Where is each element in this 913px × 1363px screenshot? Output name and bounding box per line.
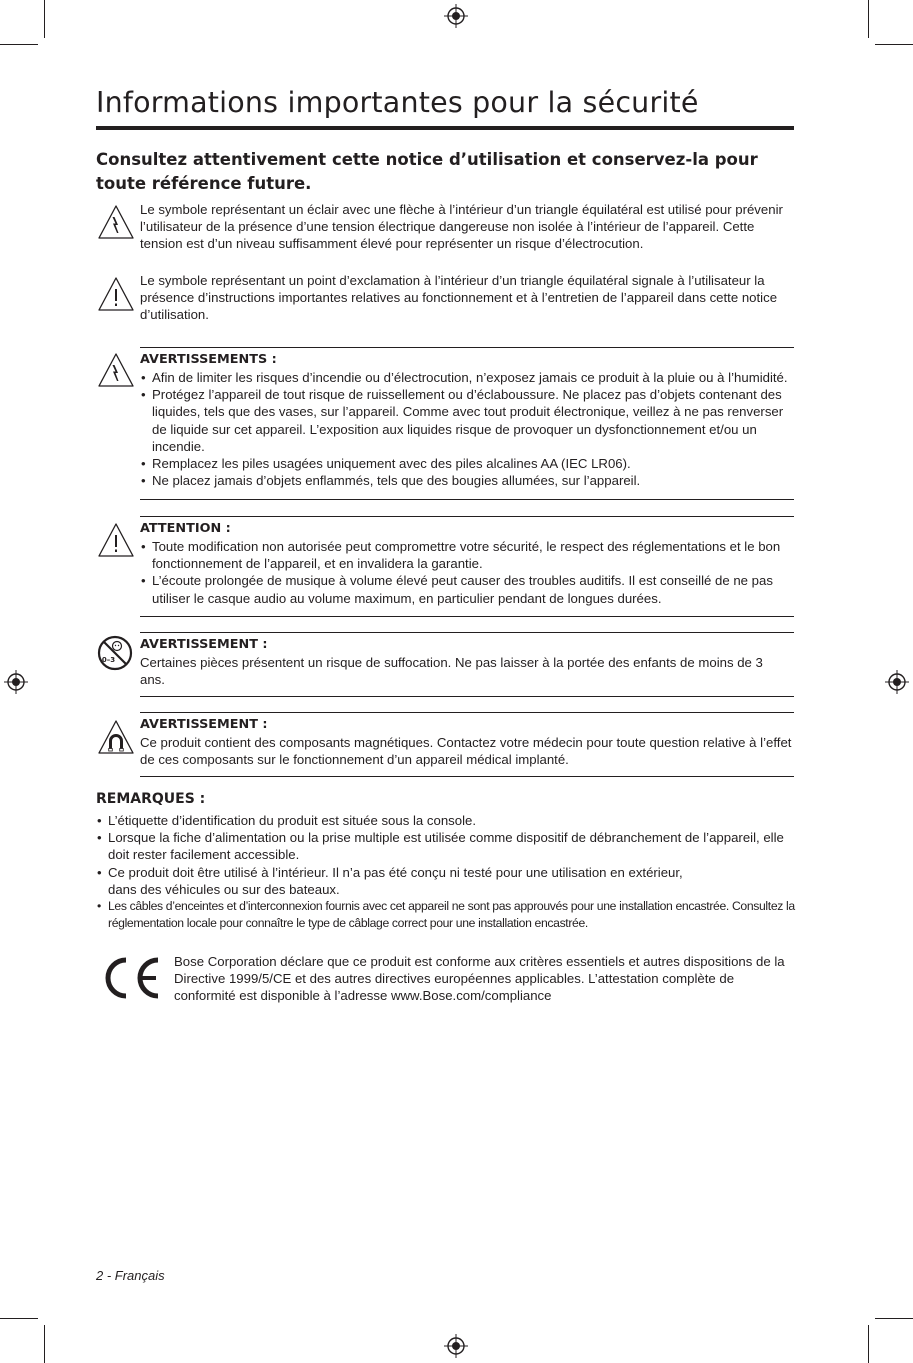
attention-section xyxy=(140,520,800,607)
magnetic-heading: AVERTISSEMENT : xyxy=(140,717,268,732)
attention-list xyxy=(140,538,800,607)
list-item: • Afin de limiter les risques d’incendie ou d’électrocution, n’exposez jamais ce produit à la pluie ou à l’humidité. xyxy=(140,369,800,386)
list-item: • Toute modification non autorisée peut compromettre votre sécurité, le respect des réglementations et le bon fonctionnement de l’appareil, et en invalidera la garantie. xyxy=(140,538,800,572)
warnings-list xyxy=(140,369,800,489)
registration-mark-icon xyxy=(444,4,468,28)
exclamation-symbol-description: Le symbole représentant un point d’exclamation à l’intérieur d’un triangle équilatéral signale à l’utilisateur la présence d’instructions importantes relatives au fonctionnement et à l’entretien de l’appareil dans cette notice d’utilisation. xyxy=(140,273,778,323)
crop-mark xyxy=(44,0,45,38)
registration-mark-icon xyxy=(444,1334,468,1358)
choking-hazard-icon xyxy=(96,634,134,672)
page-footer: 2 - Français xyxy=(96,1268,165,1283)
choking-heading: AVERTISSEMENT : xyxy=(140,637,268,652)
crop-mark xyxy=(44,1325,45,1363)
list-item: • Protégez l’appareil de tout risque de ruissellement ou d’éclaboussure. Ne placez pas d’objets contenant des liquides, tels que des vases, sur l’appareil. Comme avec tout produit électronique, veillez à ne pas renverser de liquide sur cet appareil. L’exposition aux liquides risque de provoquer un dysfonctionnement et/ou un incendie. xyxy=(140,386,800,455)
remarques-list xyxy=(96,812,800,932)
registration-mark-icon xyxy=(885,670,909,694)
warnings-section xyxy=(140,351,800,489)
lightning-triangle-icon xyxy=(97,352,135,388)
lightning-symbol-description: Le symbole représentant un éclair avec une flèche à l’intérieur d’un triangle équilatéral est utilisé pour prévenir l’utilisateur de la présence d’une tension électrique dangereuse non isolée à l’intérieur de l’appareil. Cette tension est d’un niveau suffisamment élevé pour représenter un risque d’électrocution. xyxy=(140,202,783,252)
magnetic-section xyxy=(140,716,800,768)
list-item: • Lorsque la fiche d’alimentation ou la prise multiple est utilisée comme dispositif de débranchement de l’appareil, elle doit rester facilement accessible. xyxy=(96,829,800,863)
magnetic-text: Ce produit contient des composants magnétiques. Contactez votre médecin pour toute question relative à l’effet de ces composants sur le fonctionnement d’un appareil médical implanté. xyxy=(140,735,792,768)
choking-text: Certaines pièces présentent un risque de suffocation. Ne pas laisser à la portée des enfants de moins de 3 ans. xyxy=(140,655,763,688)
choking-section xyxy=(140,636,800,688)
crop-mark xyxy=(868,0,869,38)
section-divider xyxy=(140,776,794,777)
magnet-warning-icon xyxy=(97,719,135,755)
crop-mark xyxy=(0,44,38,45)
lightning-triangle-icon xyxy=(97,204,135,240)
list-item: • Ce produit doit être utilisé à l’intérieur. Il n’a pas été conçu ni testé pour une utilisation en extérieur, dans des véhicules ou sur des bateaux. xyxy=(96,864,800,898)
registration-mark-icon xyxy=(4,670,28,694)
crop-mark xyxy=(868,1325,869,1363)
crop-mark xyxy=(0,1318,38,1319)
section-divider xyxy=(140,616,794,617)
exclamation-triangle-icon xyxy=(97,522,135,558)
section-divider xyxy=(140,712,794,713)
list-item: • L’étiquette d’identification du produit est située sous la console. xyxy=(96,812,800,829)
remarques-heading: REMARQUES : xyxy=(96,791,206,807)
choking-age-label: 0–3 xyxy=(101,656,116,664)
ce-declaration: Bose Corporation déclare que ce produit est conforme aux critères essentiels et autres dispositions de la Directive 1999/5/CE et des autres directives européennes applicables. L’attestation complète de conformité est disponible à l’adresse www.Bose.com/compliance xyxy=(174,954,785,1004)
crop-mark xyxy=(875,44,913,45)
warnings-heading: AVERTISSEMENTS : xyxy=(140,352,277,367)
section-divider xyxy=(140,516,794,517)
crop-mark xyxy=(875,1318,913,1319)
section-divider xyxy=(140,499,794,500)
exclamation-triangle-icon xyxy=(97,276,135,312)
page-subtitle: Consultez attentivement cette notice d’utilisation et conservez-la pour toute référence future. xyxy=(96,150,758,193)
page-title: Informations importantes pour la sécurité xyxy=(96,86,699,119)
section-divider xyxy=(140,632,794,633)
list-item: • L’écoute prolongée de musique à volume élevé peut causer des troubles auditifs. Il est conseillé de ne pas utiliser le casque audio au volume maximum, en particulier pendant de longues durées. xyxy=(140,572,800,606)
section-divider xyxy=(140,347,794,348)
list-item: • Remplacez les piles usagées uniquement avec des piles alcalines AA (IEC LR06). xyxy=(140,455,800,472)
list-item: • Les câbles d’enceintes et d’interconnexion fournis avec cet appareil ne sont pas approuvés pour une installation encastrée. Consultez la réglementation locale pour connaître le type de câblage correct pour une installation encastrée. xyxy=(96,898,800,932)
section-divider xyxy=(140,696,794,697)
attention-heading: ATTENTION : xyxy=(140,521,231,536)
list-item: • Ne placez jamais d’objets enflammés, tels que des bougies allumées, sur l’appareil. xyxy=(140,472,800,489)
ce-mark-icon xyxy=(98,955,164,1001)
title-divider xyxy=(96,126,794,130)
